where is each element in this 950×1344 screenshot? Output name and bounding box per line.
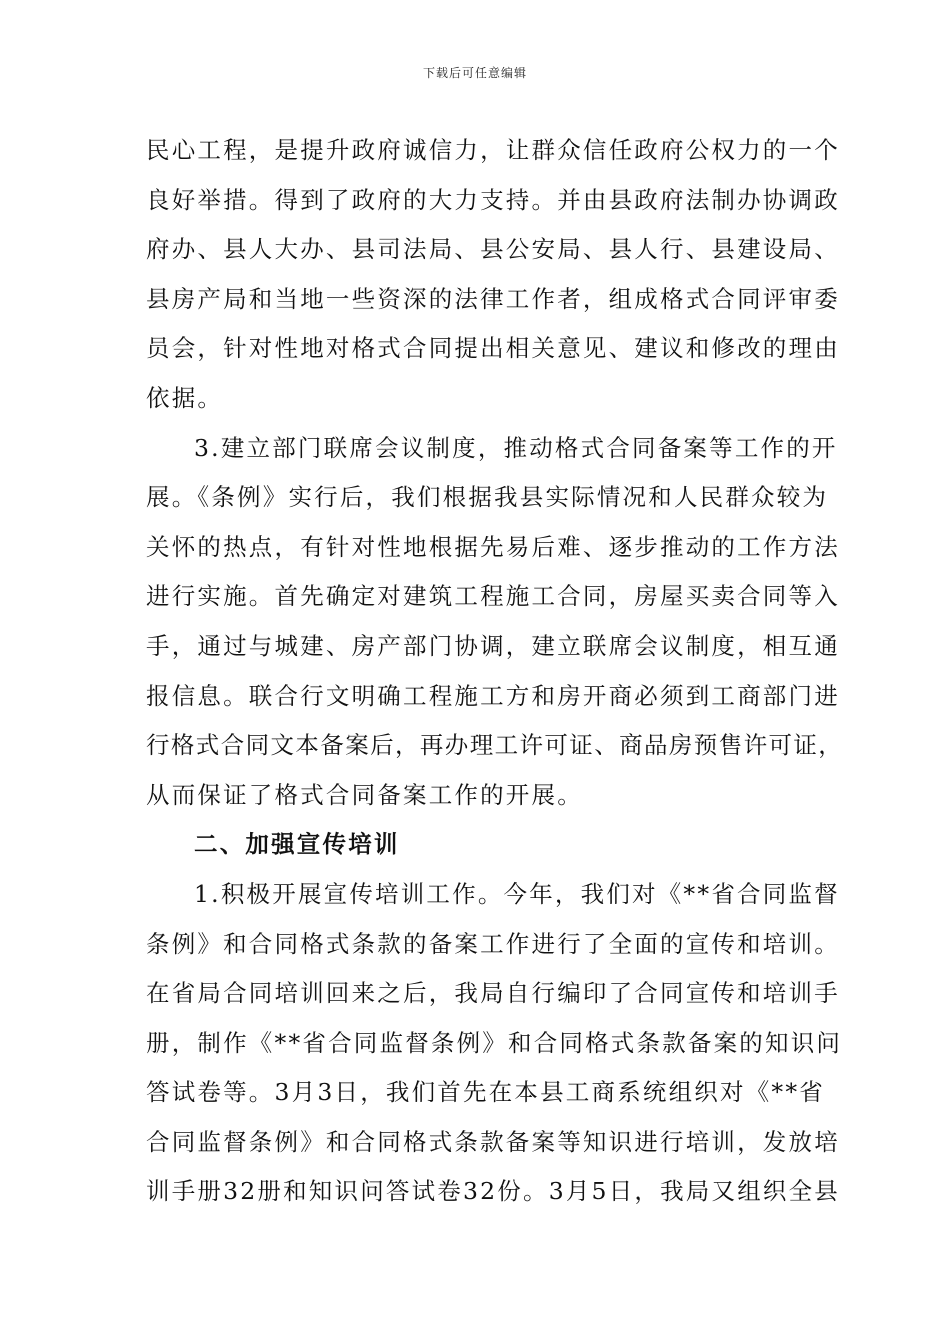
text-line: 训手册32册和知识问答试卷32份。3月5日，我局又组织全县 xyxy=(146,1177,841,1206)
text-line: 进行实施。首先确定对建筑工程施工合同，房屋买卖合同等入 xyxy=(146,582,840,611)
text-line: 府办、县人大办、县司法局、县公安局、县人行、县建设局、 xyxy=(146,235,840,264)
text-line: 员会，针对性地对格式合同提出相关意见、建议和修改的理由 xyxy=(146,334,840,363)
text-line: 报信息。联合行文明确工程施工方和房开商必须到工商部门进 xyxy=(146,681,840,710)
text-line: 条例》和合同格式条款的备案工作进行了全面的宣传和培训。 xyxy=(146,929,840,958)
document-body xyxy=(146,126,851,1217)
text-line: 1.积极开展宣传培训工作。今年，我们对《**省合同监督 xyxy=(194,879,840,908)
text-line: 3.建立部门联席会议制度，推动格式合同备案等工作的开 xyxy=(194,433,838,462)
text-line: 在省局合同培训回来之后，我局自行编印了合同宣传和培训手 xyxy=(146,979,840,1008)
text-line: 手，通过与城建、房产部门协调，建立联席会议制度，相互通 xyxy=(146,631,840,660)
text-line: 民心工程，是提升政府诚信力，让群众信任政府公权力的一个 xyxy=(146,136,840,164)
text-line: 答试卷等。3月3日，我们首先在本县工商系统组织对《**省 xyxy=(146,1078,826,1107)
text-line: 县房产局和当地一些资深的法律工作者，组成格式合同评审委 xyxy=(146,284,840,313)
text-line: 关怀的热点，有针对性地根据先易后难、逐步推动的工作方法 xyxy=(146,532,840,561)
section-heading: 二、加强宣传培训 xyxy=(194,830,400,859)
text-line: 行格式合同文本备案后，再办理工许可证、商品房预售许可证， xyxy=(146,731,844,760)
text-line: 展。《条例》实行后，我们根据我县实际情况和人民群众较为 xyxy=(146,483,829,512)
text-line: 良好举措。得到了政府的大力支持。并由县政府法制办协调政 xyxy=(146,185,840,214)
text-line: 册，制作《**省合同监督条例》和合同格式条款备案的知识问 xyxy=(146,1028,843,1057)
text-line: 从而保证了格式合同备案工作的开展。 xyxy=(146,780,583,809)
page-header: 下载后可任意编辑 xyxy=(422,66,527,80)
text-line: 依据。 xyxy=(146,383,224,412)
text-line: 合同监督条例》和合同格式条款备案等知识进行培训，发放培 xyxy=(146,1127,840,1156)
